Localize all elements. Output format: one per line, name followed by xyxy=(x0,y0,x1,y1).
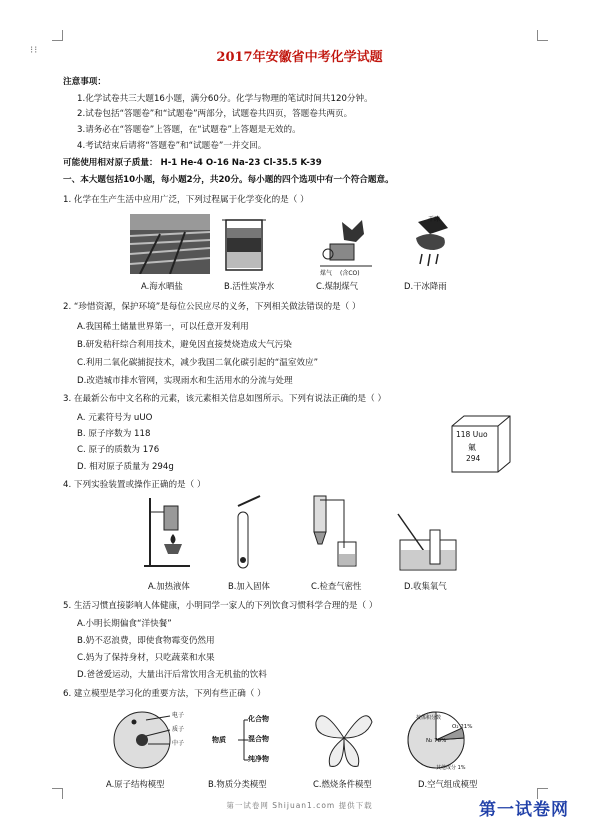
footer-text: 第一试卷网 Shijuan1.com 提供下载 xyxy=(226,801,373,810)
air-label: O₂ 21% xyxy=(452,724,473,730)
salt-pan-photo xyxy=(130,214,210,274)
option-5a: A.小明长期偏食“洋快餐” xyxy=(77,619,172,629)
tree-label: 纯净物 xyxy=(248,755,269,763)
atom-model-figure xyxy=(112,708,192,770)
option-3d: D. 相对原子质量为 294g xyxy=(77,462,174,472)
option-5c: C.妈为了保持身材，只吃蔬菜和水果 xyxy=(77,653,215,663)
option-1a: A.海水晒盐 xyxy=(141,281,183,291)
atom-label: 质子 xyxy=(172,726,185,733)
fig-label: 干冰 xyxy=(428,216,441,223)
element-symbol: Uuo xyxy=(472,430,488,439)
option-6b: B.物质分类模型 xyxy=(208,779,267,789)
coal-gas-figure xyxy=(316,216,376,274)
combustion-model-figure xyxy=(312,708,376,772)
option-6a: A.原子结构模型 xyxy=(106,779,165,789)
option-6d: D.空气组成模型 xyxy=(418,779,478,789)
airtightness-figure xyxy=(300,492,360,572)
question-5-stem: 5. 生活习惯直接影响人体健康，小明同学一家人的下列饮食习惯科学合理的是（ ） xyxy=(63,601,378,611)
option-5d: D.爸爸爱运动，大量出汗后常饮用含无机盐的饮料 xyxy=(77,670,267,680)
air-composition-figure xyxy=(406,708,478,772)
option-6c: C.燃烧条件模型 xyxy=(313,779,372,789)
option-3c: C. 原子的质数为 176 xyxy=(77,445,160,455)
option-4b: B.加入固体 xyxy=(228,581,270,591)
oxygen-collection-figure xyxy=(396,510,462,572)
option-4d: D.收集氧气 xyxy=(404,581,447,591)
drag-handle-icon[interactable]: ⁝⁝ xyxy=(30,45,39,56)
option-1c: C.煤制煤气 xyxy=(316,281,359,291)
element-mass: 294 xyxy=(466,454,481,463)
question-3-stem: 3. 在最新公布中文名称的元素，该元素相关信息如图所示。下列有说法正确的是（ ） xyxy=(63,394,387,404)
option-3b: B. 原子序数为 118 xyxy=(77,429,151,439)
tree-label: 混合物 xyxy=(248,735,269,743)
atom-label: 中子 xyxy=(172,740,185,747)
air-label: N₂ 78% xyxy=(426,738,447,744)
notice-item: 2.试卷包括“答题卷”和“试题卷”两部分，试题卷共四页，答题卷共两页。 xyxy=(77,109,353,119)
fig-label: (含CO) xyxy=(340,270,360,277)
heating-liquid-figure xyxy=(142,494,192,570)
option-5b: B.奶不忍浪费，即使食物霉变仍然用 xyxy=(77,636,215,646)
question-6-stem: 6. 建立模型是学习化的重要方法，下列有些正确（ ） xyxy=(63,689,266,699)
notice-item: 1.化学试卷共三大题16小题，满分60分。化学与物理的笔试时间共120分钟。 xyxy=(77,94,373,104)
option-2c: C.利用二氧化碳捕捉技术，减少我国二氧化碳引起的“温室效应” xyxy=(77,358,319,368)
notice-item: 3.请务必在“答题卷”上答题，在“试题卷”上答题是无效的。 xyxy=(77,125,301,135)
classification-model-figure xyxy=(210,710,280,770)
option-3a: A. 元素符号为 uUO xyxy=(77,413,153,423)
crop-mark-bottom-left xyxy=(52,788,63,799)
air-label: 按体积分数 xyxy=(416,715,442,721)
question-2-stem: 2. “珍惜资源，保护环境”是每位公民应尽的义务，下列相关做法错误的是（ ） xyxy=(63,302,361,312)
element-name: 氭 xyxy=(468,443,476,452)
brand-logo: 第一试卷网 xyxy=(479,800,569,820)
option-2b: B.研发秸秆综合利用技术，避免因直接焚烧造成大气污染 xyxy=(77,340,292,350)
notice-heading: 注意事项： xyxy=(63,77,106,87)
option-2d: D.改造城市排水管网，实现雨水和生活用水的分流与处理 xyxy=(77,376,293,386)
question-1-stem: 1. 化学在生产生活中应用广泛，下列过程属于化学变化的是（ ） xyxy=(63,195,309,205)
adding-solid-figure xyxy=(226,494,266,574)
charcoal-filter-figure xyxy=(222,216,266,274)
notice-item: 4.考试结束后请将“答题卷”和“试题卷”一并交回。 xyxy=(77,141,267,151)
crop-mark-top-left xyxy=(52,30,63,41)
crop-mark-top-right xyxy=(537,30,548,41)
section-heading: 一、本大题包括10小题，每小题2分，共20分。每小题的四个选项中有一个符合题意。 xyxy=(63,175,394,185)
tree-label: 物质 xyxy=(212,736,226,744)
page-title: 2017年安徽省中考化学试题 xyxy=(216,50,383,65)
option-4c: C.检查气密性 xyxy=(311,581,362,591)
option-1d: D.干冰降雨 xyxy=(404,281,447,291)
option-1b: B.活性炭净水 xyxy=(224,281,275,291)
option-2a: A.我国稀土储量世界第一，可以任意开发利用 xyxy=(77,322,249,332)
option-4a: A.加热液体 xyxy=(148,581,190,591)
question-4-stem: 4. 下列实验装置或操作正确的是（ ） xyxy=(63,480,206,490)
element-card xyxy=(448,412,514,474)
fig-label: 煤气 xyxy=(320,270,333,277)
atomic-masses: 可能使用相对原子质量： H-1 He-4 O-16 Na-23 Cl-35.5 K-39 xyxy=(63,158,322,168)
atom-label: 电子 xyxy=(172,712,185,719)
air-label: 其他成分 1% xyxy=(436,765,466,771)
element-number: 118 xyxy=(456,430,471,439)
tree-label: 化合物 xyxy=(248,715,269,723)
